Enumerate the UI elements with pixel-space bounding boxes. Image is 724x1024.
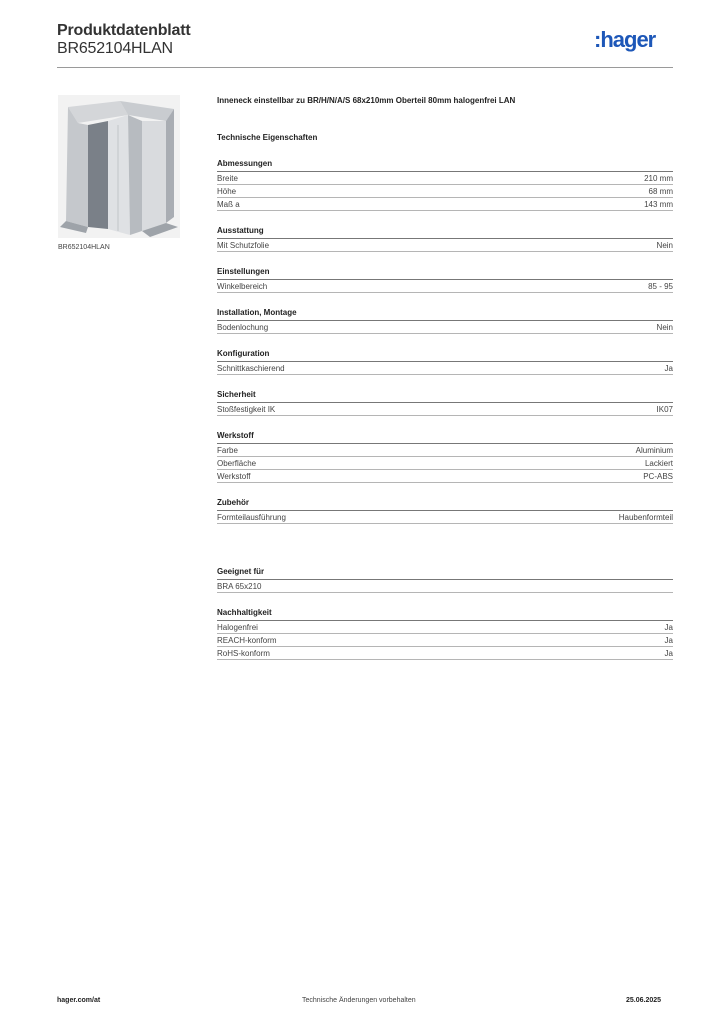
property-row [217,362,673,375]
property-row [217,444,673,457]
property-section [217,389,673,416]
property-label: Formteilausführung [217,513,286,522]
property-label: Breite [217,174,238,183]
property-section [217,266,673,293]
property-label: Halogenfrei [217,623,258,632]
section-title: Konfiguration [217,348,673,362]
property-row [217,280,673,293]
property-section [217,348,673,375]
section-title: Installation, Montage [217,307,673,321]
property-label: Höhe [217,187,237,196]
property-row [217,647,673,660]
image-caption: BR652104HLAN [58,244,110,251]
property-label: Farbe [217,446,238,455]
property-value: 143 mm [644,200,673,209]
property-value: Ja [664,649,673,658]
property-section [217,225,673,252]
property-label: Winkelbereich [217,282,268,291]
property-value: 68 mm [648,187,673,196]
property-value: 85 - 95 [648,282,673,291]
product-description: Inneneck einstellbar zu BR/H/N/A/S 68x210mm Oberteil 80mm halogenfrei LAN [217,96,516,105]
footer-website-link[interactable]: hager.com/at [57,997,101,1004]
property-row [217,580,673,593]
property-label: Stoßfestigkeit IK [217,405,276,414]
property-row [217,634,673,647]
section-title: Einstellungen [217,266,673,280]
property-value: Lackiert [644,459,673,468]
property-label: REACH-konform [217,636,277,645]
footer-notice: Technische Änderungen vorbehalten [302,997,416,1004]
section-title: Geeignet für [217,566,673,580]
property-row [217,403,673,416]
hager-logo: :hager [594,27,656,52]
technical-properties-title: Technische Eigenschaften [217,133,318,142]
property-value: Ja [664,364,673,373]
property-row [217,457,673,470]
property-label: Mit Schutzfolie [217,241,270,250]
property-label: BRA 65x210 [217,582,262,591]
property-label: RoHS-konform [217,649,270,658]
property-row [217,172,673,185]
section-title: Abmessungen [217,158,673,172]
property-value: Nein [656,241,673,250]
property-row [217,470,673,483]
product-image [58,95,180,238]
property-value: Aluminium [635,446,673,455]
property-section [217,497,673,524]
property-row [217,621,673,634]
property-label: Werkstoff [217,472,251,481]
property-value: IK07 [656,405,673,414]
property-section [217,158,673,211]
section-title: Ausstattung [217,225,673,239]
section-title: Sicherheit [217,389,673,403]
section-title: Nachhaltigkeit [217,607,673,621]
property-label: Oberfläche [217,459,257,468]
header-divider [57,67,673,68]
property-value: Ja [664,623,673,632]
section-title: Werkstoff [217,430,673,444]
property-value: PC-ABS [643,472,673,481]
suitable-for-section [217,566,673,593]
property-value: Nein [656,323,673,332]
property-row [217,511,673,524]
property-label: Schnittkaschierend [217,364,285,373]
footer-date: 25.06.2025 [626,997,662,1004]
property-value: 210 mm [644,174,673,183]
property-row [217,198,673,211]
section-title: Zubehör [217,497,673,511]
property-value: Ja [664,636,673,645]
property-label: Maß a [217,200,240,209]
property-section [217,430,673,483]
property-row [217,239,673,252]
property-label: Bodenlochung [217,323,269,332]
property-value: Haubenformteil [618,513,673,522]
properties-list [217,158,673,524]
page-title: Produktdatenblatt [57,22,191,39]
sustainability-section [217,607,673,660]
product-number: BR652104HLAN [57,40,173,57]
property-row [217,185,673,198]
property-section [217,307,673,334]
content-column [217,95,673,674]
property-row [217,321,673,334]
product-illustration [58,95,180,238]
